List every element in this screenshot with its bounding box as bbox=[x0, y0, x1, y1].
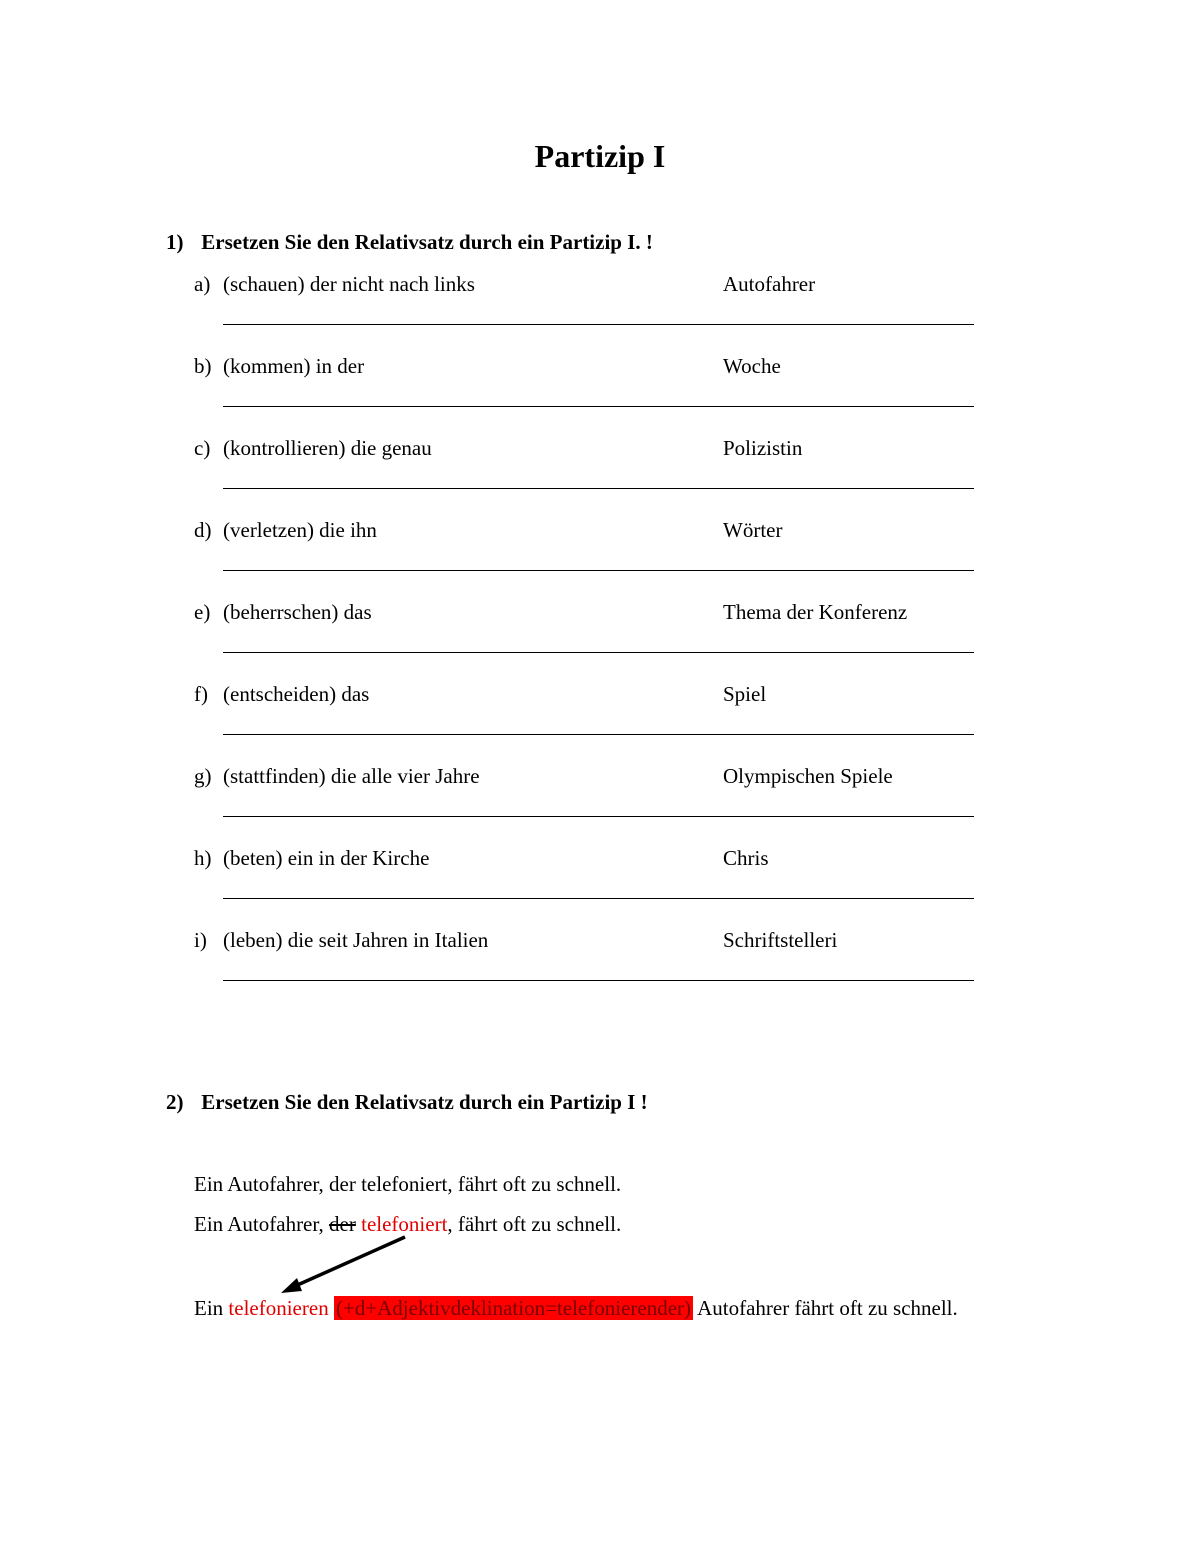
item-noun: Schriftstelleri bbox=[723, 928, 838, 952]
item-prompt: (verletzen) die ihn bbox=[223, 518, 377, 542]
section2-number: 2) bbox=[166, 1090, 184, 1114]
arrow-head bbox=[281, 1278, 302, 1293]
item-letter: h) bbox=[194, 846, 212, 870]
example2-struck-word: der bbox=[329, 1212, 356, 1236]
item-letter: d) bbox=[194, 518, 212, 542]
example3-part2: Autofahrer fährt oft zu schnell. bbox=[693, 1296, 958, 1320]
example2-part1: Ein Autofahrer, bbox=[194, 1212, 330, 1236]
example2-red-word: telefoniert bbox=[361, 1212, 448, 1236]
item-letter: g) bbox=[194, 764, 212, 788]
section1-number: 1) bbox=[166, 230, 184, 254]
example3-part1: Ein bbox=[194, 1296, 229, 1320]
item-noun: Woche bbox=[723, 354, 781, 378]
item-letter: e) bbox=[194, 600, 211, 624]
item-noun: Polizistin bbox=[723, 436, 803, 460]
item-noun: Olympischen Spiele bbox=[723, 764, 893, 788]
item-prompt: (beherrschen) das bbox=[223, 600, 372, 624]
item-noun: Wörter bbox=[723, 518, 783, 542]
item-prompt: (schauen) der nicht nach links bbox=[223, 272, 475, 296]
item-prompt: (stattfinden) die alle vier Jahre bbox=[223, 764, 480, 788]
item-letter: a) bbox=[194, 272, 211, 296]
item-prompt: (beten) ein in der Kirche bbox=[223, 846, 430, 870]
item-letter: c) bbox=[194, 436, 211, 460]
example2-part2: , fährt oft zu schnell. bbox=[447, 1212, 622, 1236]
arrow-line bbox=[293, 1237, 405, 1287]
item-prompt: (leben) die seit Jahren in Italien bbox=[223, 928, 489, 952]
item-prompt: (entscheiden) das bbox=[223, 682, 370, 706]
item-noun: Autofahrer bbox=[723, 272, 816, 296]
item-noun: Spiel bbox=[723, 682, 767, 706]
section1-heading-text: Ersetzen Sie den Relativsatz durch ein Partizip I. ! bbox=[201, 230, 653, 254]
item-letter: f) bbox=[194, 682, 208, 706]
item-letter: i) bbox=[194, 928, 207, 952]
example-sentence-3 bbox=[194, 1293, 984, 1324]
example3-red-word: telefonieren bbox=[228, 1296, 329, 1320]
example3-highlight: (+d+Adjektivdeklination=telefonierender) bbox=[335, 1296, 692, 1320]
item-prompt: (kommen) in der bbox=[223, 354, 365, 378]
page-title: Partizip I bbox=[534, 138, 666, 174]
item-prompt: (kontrollieren) die genau bbox=[223, 436, 432, 460]
example-sentence-1: Ein Autofahrer, der telefoniert, fährt oft zu schnell. bbox=[194, 1172, 622, 1196]
item-noun: Thema der Konferenz bbox=[723, 600, 908, 624]
item-noun: Chris bbox=[723, 846, 769, 870]
item-letter: b) bbox=[194, 354, 212, 378]
section2-heading-text: Ersetzen Sie den Relativsatz durch ein Partizip I ! bbox=[201, 1090, 648, 1114]
